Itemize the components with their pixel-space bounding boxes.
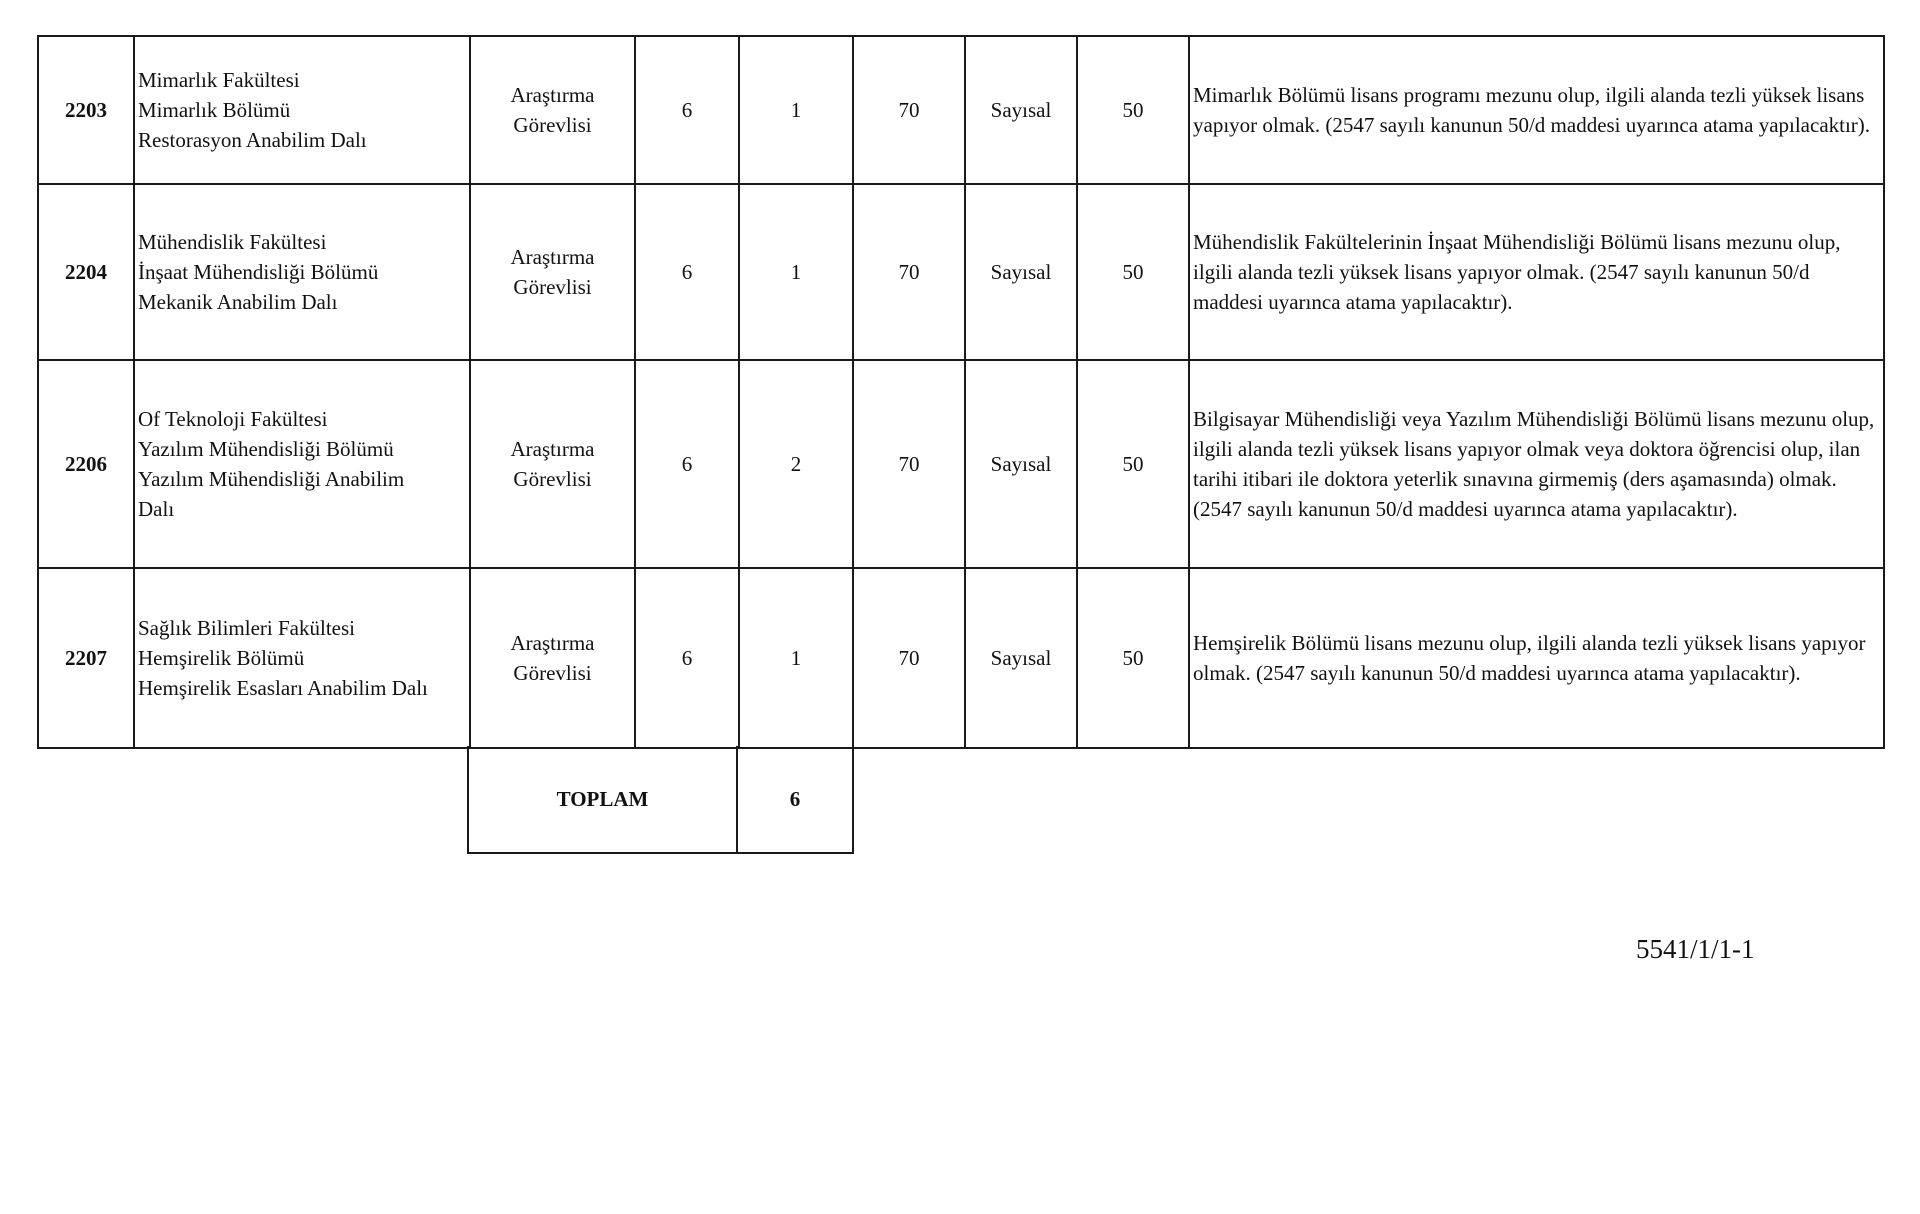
ales-min-cell: 70 — [853, 184, 965, 360]
ales-min-cell: 70 — [853, 360, 965, 568]
conditions-cell: Bilgisayar Mühendisliği veya Yazılım Mühendisliği Bölümü lisans mezunu olup, ilgili alanda tezli yüksek lisans yapıyor olmak veya doktora öğrencisi olup, ilan tarihi itibari ile doktora yeterlik sınavına girmemiş (ders aşamasında) olmak. (2547 sayılı kanunun 50/d maddesi uyarınca atama yapılacaktır). — [1189, 360, 1884, 568]
count-cell: 1 — [739, 568, 853, 748]
count-cell: 1 — [739, 184, 853, 360]
unit-cell — [134, 360, 470, 568]
unit-cell — [134, 568, 470, 748]
division-name: Mekanik Anabilim Dalı — [138, 290, 338, 314]
page-number: 5541/1/1-1 — [1636, 934, 1755, 964]
total-value: 6 — [737, 746, 853, 853]
department-name: İnşaat Mühendisliği Bölümü — [138, 260, 379, 284]
table-row — [38, 184, 1884, 360]
title-line: Araştırma — [510, 631, 595, 655]
division-name: Yazılım Mühendisliği Anabilim — [138, 467, 405, 491]
ales-type-cell: Sayısal — [965, 360, 1077, 568]
degree-cell: 6 — [635, 568, 739, 748]
table-row — [38, 36, 1884, 184]
conditions-cell: Mühendislik Fakültelerinin İnşaat Mühendisliği Bölümü lisans mezunu olup, ilgili alanda tezli yüksek lisans yapıyor olmak. (2547 sayılı kanunun 50/d maddesi uyarınca atama yapılacaktır). — [1189, 184, 1884, 360]
division-name-continued: Dalı — [138, 497, 175, 521]
division-name: Hemşirelik Esasları Anabilim Dalı — [138, 676, 428, 700]
title-cell — [470, 36, 635, 184]
division-name: Restorasyon Anabilim Dalı — [138, 128, 367, 152]
title-line: Araştırma — [510, 437, 595, 461]
title-cell — [470, 360, 635, 568]
table-row — [38, 360, 1884, 568]
conditions-cell: Mimarlık Bölümü lisans programı mezunu olup, ilgili alanda tezli yüksek lisans yapıyor olmak. (2547 sayılı kanunun 50/d maddesi uyarınca atama yapılacaktır). — [1189, 36, 1884, 184]
total-label: TOPLAM — [468, 746, 737, 853]
faculty-name: Of Teknoloji Fakültesi — [138, 407, 328, 431]
ales-type-cell: Sayısal — [965, 36, 1077, 184]
department-name: Yazılım Mühendisliği Bölümü — [138, 437, 394, 461]
count-cell: 1 — [739, 36, 853, 184]
position-code: 2207 — [38, 568, 134, 748]
title-cell — [470, 184, 635, 360]
degree-cell: 6 — [635, 360, 739, 568]
unit-cell — [134, 184, 470, 360]
conditions-cell: Hemşirelik Bölümü lisans mezunu olup, ilgili alanda tezli yüksek lisans yapıyor olmak. (2547 sayılı kanunun 50/d maddesi uyarınca atama yapılacaktır). — [1189, 568, 1884, 748]
degree-cell: 6 — [635, 184, 739, 360]
position-code: 2204 — [38, 184, 134, 360]
title-line: Görevlisi — [513, 113, 592, 137]
total-row — [468, 746, 853, 853]
ales-min-cell: 70 — [853, 36, 965, 184]
department-name: Mimarlık Bölümü — [138, 98, 291, 122]
language-min-cell: 50 — [1077, 36, 1189, 184]
count-cell: 2 — [739, 360, 853, 568]
ales-type-cell: Sayısal — [965, 568, 1077, 748]
position-code: 2203 — [38, 36, 134, 184]
unit-cell — [134, 36, 470, 184]
positions-table — [37, 35, 1885, 749]
table-row — [38, 568, 1884, 748]
degree-cell: 6 — [635, 36, 739, 184]
department-name: Hemşirelik Bölümü — [138, 646, 305, 670]
title-line: Araştırma — [510, 245, 595, 269]
faculty-name: Mühendislik Fakültesi — [138, 230, 327, 254]
faculty-name: Sağlık Bilimleri Fakültesi — [138, 616, 355, 640]
language-min-cell: 50 — [1077, 360, 1189, 568]
title-line: Araştırma — [510, 83, 595, 107]
title-line: Görevlisi — [513, 661, 592, 685]
total-table — [467, 746, 854, 854]
faculty-name: Mimarlık Fakültesi — [138, 68, 300, 92]
ales-type-cell: Sayısal — [965, 184, 1077, 360]
title-cell — [470, 568, 635, 748]
language-min-cell: 50 — [1077, 568, 1189, 748]
ales-min-cell: 70 — [853, 568, 965, 748]
position-code: 2206 — [38, 360, 134, 568]
language-min-cell: 50 — [1077, 184, 1189, 360]
title-line: Görevlisi — [513, 275, 592, 299]
title-line: Görevlisi — [513, 467, 592, 491]
